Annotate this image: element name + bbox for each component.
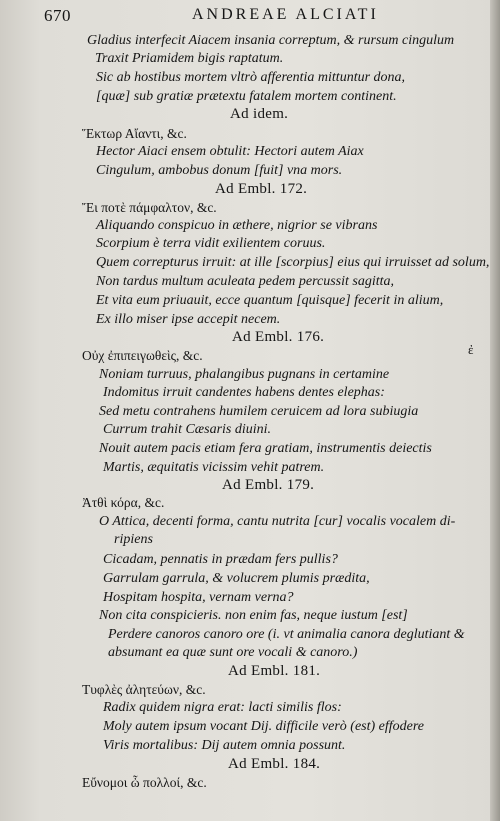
- section-heading: Ad Embl. 172.: [215, 181, 308, 197]
- text-line: Et vita eum priuauit, ecce quantum [quisque] fecerit in alium,: [96, 293, 444, 308]
- text-line: absumant ea quæ sunt ore vocali & canoro.): [108, 645, 358, 660]
- greek-incipit: Ἀτθὶ κόρα, &c.: [82, 495, 165, 510]
- greek-incipit: Εὔνομοι ὦ πολλοί, &c.: [82, 775, 207, 790]
- text-line: Perdere canoros canoro ore (i. vt animalia canora deglutiant &: [108, 627, 465, 642]
- text-line: Hospitam hospita, vernam verna?: [103, 590, 294, 605]
- text-line: Martis, æquitatis vicissim vehit patrem.: [103, 460, 325, 475]
- text-line: Non tardus multum aculeata pedem percussit sagitta,: [96, 274, 394, 289]
- text-line: Currum trahit Cæsaris diuini.: [103, 422, 272, 437]
- text-line: Nouit autem pacis etiam fera gratiam, instrumentis deiectis: [99, 441, 432, 456]
- text-line: Cicadam, pennatis in prædam fers pullis?: [103, 552, 338, 567]
- text-line: [quæ] sub gratiæ prætextu fatalem mortem continent.: [96, 89, 397, 104]
- text-line: Cingulum, ambobus donum [fuit] vna mors.: [96, 163, 343, 178]
- greek-incipit: Ἕκτωρ Αἴαντι, &c.: [82, 126, 187, 141]
- running-head: ANDREAE ALCIATI: [192, 6, 379, 23]
- section-heading: Ad Embl. 176.: [232, 329, 325, 345]
- text-line: ripiens: [114, 532, 153, 547]
- greek-incipit: Ἔι ποτὲ πάμφαλτον, &c.: [82, 200, 217, 215]
- text-line: Hector Aiaci ensem obtulit: Hectori autem Aiax: [96, 144, 364, 159]
- section-heading: Ad idem.: [230, 106, 289, 122]
- greek-incipit: Τυφλὲς ἀλητεύων, &c.: [82, 682, 206, 697]
- text-line: Viris mortalibus: Dij autem omnia possunt.: [103, 738, 346, 753]
- text-line: Radix quidem nigra erat: lacti similis flos:: [103, 700, 342, 715]
- margin-note: ἐ: [468, 342, 474, 357]
- section-heading: Ad Embl. 179.: [222, 477, 315, 493]
- text-line: Sic ab hostibus mortem vltrò afferentia mittuntur dona,: [96, 70, 406, 85]
- page-gutter: [490, 0, 500, 821]
- text-line: Indomitus irruit candentes habens dentes elephas:: [103, 385, 385, 400]
- text-line: Non cita conspicieris. non enim fas, neque iustum [est]: [99, 608, 408, 623]
- section-heading: Ad Embl. 184.: [228, 756, 321, 772]
- text-line: Gladius interfecit Aiacem insania correptum, & rursum cingulum: [87, 33, 455, 48]
- text-line: Ex illo miser ipse accepit necem.: [96, 312, 281, 327]
- text-line: Traxit Priamidem bigis raptatum.: [95, 51, 284, 66]
- page-number: 670: [44, 6, 71, 25]
- section-heading: Ad Embl. 181.: [228, 663, 321, 679]
- text-line: Sed metu contrahens humilem ceruicem ad lora subiugia: [99, 404, 419, 419]
- greek-incipit: Οὐχ ἐπιπειγωθεὶς, &c.: [82, 348, 203, 363]
- page-header: [44, 6, 494, 30]
- text-line: Garrulam garrula, & volucrem plumis prædita,: [103, 571, 370, 586]
- text-line: Quem correpturus irruit: at ille [scorpius] eius qui irruisset ad solum,: [96, 255, 490, 270]
- text-line: Moly autem ipsum vocant Dij. difficile verò (est) effodere: [103, 719, 425, 734]
- text-line: Scorpium è terra vidit exilientem coruus.: [96, 236, 326, 251]
- text-line: O Attica, decenti forma, cantu nutrita [cur] vocalis vocalem di-: [99, 514, 456, 529]
- text-line: Aliquando conspicuo in æthere, nigrior se vibrans: [96, 218, 378, 233]
- text-line: Noniam turruus, phalangibus pugnans in certamine: [99, 367, 390, 382]
